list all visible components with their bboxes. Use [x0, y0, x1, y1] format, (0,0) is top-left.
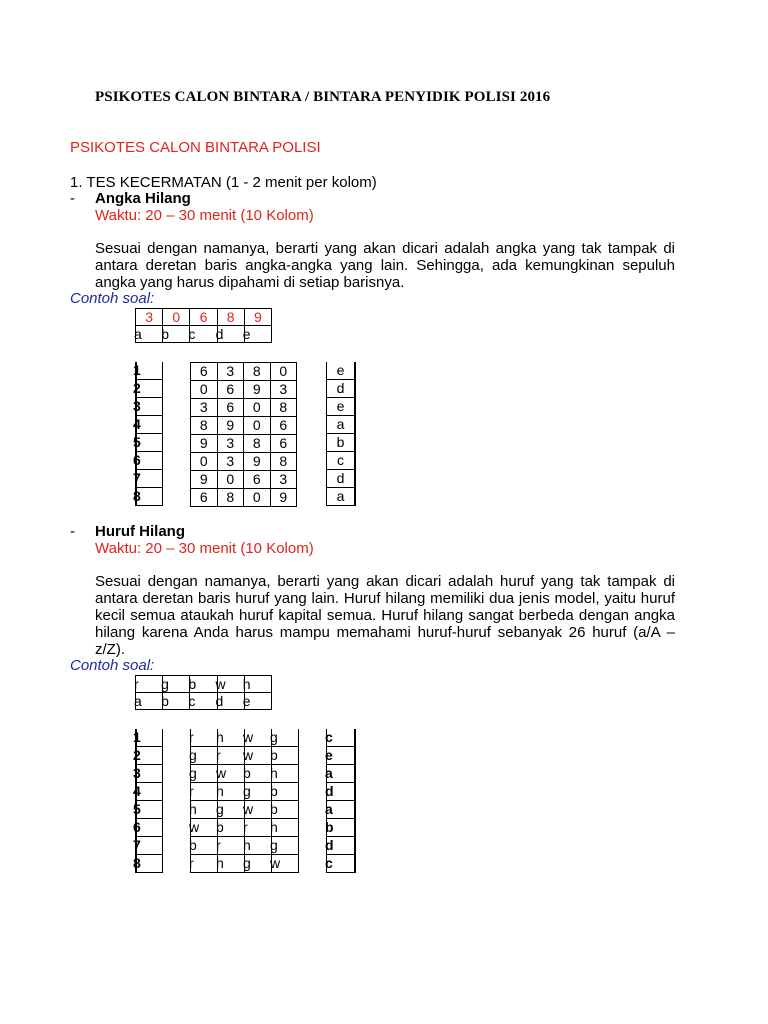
- angka-question-cell: 8: [244, 435, 271, 453]
- huruf-question-cell: g: [218, 801, 245, 818]
- angka-answer-cell: d: [327, 380, 354, 398]
- huruf-answer-cell: e: [327, 747, 354, 765]
- angka-answer-cell: e: [327, 398, 354, 416]
- angka-question-cell: 8: [217, 489, 244, 507]
- huruf-answer-cell: d: [327, 783, 354, 801]
- angka-time: Waktu: 20 – 30 menit (10 Kolom): [95, 207, 314, 224]
- huruf-question-cell: w: [191, 819, 218, 836]
- huruf-question-cell: h: [245, 837, 272, 854]
- angka-example-label: Contoh soal:: [70, 290, 155, 307]
- angka-row-number: 2: [137, 380, 162, 398]
- huruf-answer-cell: b: [327, 819, 354, 837]
- huruf-question-cell: w: [245, 729, 272, 746]
- huruf-key-bottom-cell: b: [163, 693, 190, 710]
- huruf-row-numbers: [135, 729, 163, 873]
- angka-answer-cell: c: [327, 452, 354, 470]
- huruf-row-number: 8: [137, 855, 162, 873]
- huruf-question-cell: g: [270, 729, 278, 745]
- huruf-question-cell: w: [270, 855, 281, 871]
- huruf-question-cell: w: [245, 747, 272, 764]
- huruf-question-row: [191, 837, 298, 855]
- angka-question-cell: 0: [191, 381, 218, 399]
- angka-question-cell: 0: [191, 453, 218, 471]
- angka-key-top-cell: 6: [190, 309, 217, 326]
- huruf-key-top-cell: w: [217, 676, 244, 693]
- huruf-row-number: 7: [137, 837, 162, 855]
- angka-question-cell: 9: [217, 417, 244, 435]
- angka-question-cell: 6: [191, 489, 218, 507]
- huruf-row-number: 1: [137, 729, 162, 747]
- angka-question-cell: 6: [270, 435, 297, 453]
- huruf-question-cell: g: [270, 837, 278, 853]
- huruf-key-bottom-cell: d: [217, 693, 244, 710]
- huruf-question-cell: h: [218, 783, 245, 800]
- huruf-key-top-cell: b: [190, 676, 217, 693]
- huruf-question-cell: b: [245, 765, 272, 782]
- huruf-answer-cell: d: [327, 837, 354, 855]
- section-title: PSIKOTES CALON BINTARA POLISI: [70, 139, 321, 156]
- angka-key-top-cell: 0: [163, 309, 190, 326]
- angka-answer-column: [326, 362, 356, 506]
- huruf-question-row: [191, 819, 298, 837]
- angka-answer-cell: b: [327, 434, 354, 452]
- angka-question-cell: 3: [217, 435, 244, 453]
- angka-question-cell: 9: [191, 471, 218, 489]
- huruf-question-cell: b: [270, 783, 278, 799]
- huruf-question-cell: g: [191, 765, 218, 782]
- huruf-row-number: 6: [137, 819, 162, 837]
- angka-question-table: [190, 362, 297, 507]
- angka-question-cell: 3: [217, 363, 244, 381]
- huruf-example-label: Contoh soal:: [70, 657, 155, 674]
- angka-question-row: [191, 453, 297, 471]
- angka-row-number: 5: [137, 434, 162, 452]
- angka-description: Sesuai dengan namanya, berarti yang akan dicari adalah angka yang tak tampak di antara deretan baris angka-angka yang lain. Sehingga, ada kemungkinan sepuluh angka yang harus dipahami di setiap barisnya.: [95, 240, 675, 291]
- angka-question-cell: 0: [244, 489, 271, 507]
- huruf-question-cell: b: [191, 837, 218, 854]
- angka-question-cell: 8: [244, 363, 271, 381]
- angka-key-bottom-cell: b: [163, 326, 190, 343]
- huruf-row-number: 2: [137, 747, 162, 765]
- angka-title: Angka Hilang: [95, 190, 191, 207]
- huruf-question-cell: h: [218, 855, 245, 872]
- angka-question-cell: 0: [270, 363, 297, 381]
- angka-question-cell: 6: [217, 381, 244, 399]
- huruf-question-cell: r: [218, 747, 245, 764]
- huruf-dash: -: [70, 523, 75, 540]
- angka-row-number: 3: [137, 398, 162, 416]
- huruf-answer-cell: a: [327, 765, 354, 783]
- angka-question-row: [191, 399, 297, 417]
- angka-key-bottom-cell: a: [136, 326, 163, 343]
- huruf-question-cell: h: [218, 729, 245, 746]
- angka-question-cell: 0: [244, 417, 271, 435]
- huruf-key-top-cell: g: [163, 676, 190, 693]
- huruf-question-table: [190, 729, 299, 873]
- angka-question-cell: 3: [191, 399, 218, 417]
- angka-question-cell: 3: [217, 453, 244, 471]
- angka-row-numbers: [135, 362, 163, 506]
- huruf-question-cell: h: [270, 819, 278, 835]
- angka-question-cell: 8: [270, 453, 297, 471]
- angka-key-top-cell: 9: [244, 309, 271, 326]
- huruf-answer-cell: c: [327, 729, 354, 747]
- angka-question-row: [191, 489, 297, 507]
- huruf-answer-cell: a: [327, 801, 354, 819]
- huruf-key-top-cell: h: [244, 676, 271, 693]
- angka-answer-cell: d: [327, 470, 354, 488]
- angka-question-row: [191, 417, 297, 435]
- angka-question-cell: 9: [270, 489, 297, 507]
- huruf-question-cell: b: [270, 801, 278, 817]
- angka-answer-cell: e: [327, 362, 354, 380]
- angka-question-cell: 6: [270, 417, 297, 435]
- huruf-question-row: [191, 783, 298, 801]
- huruf-answer-column: [326, 729, 356, 873]
- angka-question-cell: 6: [191, 363, 218, 381]
- angka-row-number: 8: [137, 488, 162, 506]
- angka-row-number: 1: [137, 362, 162, 380]
- angka-question-row: [191, 471, 297, 489]
- huruf-key-bottom-cell: a: [136, 693, 163, 710]
- huruf-question-cell: h: [270, 765, 278, 781]
- huruf-question-row: [191, 729, 298, 747]
- huruf-question-cell: w: [218, 765, 245, 782]
- huruf-key-bottom-cell: c: [190, 693, 217, 710]
- huruf-question-cell: b: [218, 819, 245, 836]
- huruf-question-row: [191, 855, 298, 873]
- angka-question-cell: 9: [244, 381, 271, 399]
- huruf-question-cell: r: [191, 729, 218, 746]
- huruf-question-cell: r: [218, 837, 245, 854]
- angka-dash: -: [70, 190, 75, 207]
- huruf-row-number: 3: [137, 765, 162, 783]
- angka-question-cell: 6: [217, 399, 244, 417]
- angka-question-cell: 6: [244, 471, 271, 489]
- angka-question-cell: 8: [191, 417, 218, 435]
- huruf-question-cell: g: [245, 855, 272, 872]
- huruf-title: Huruf Hilang: [95, 523, 185, 540]
- angka-key-top-cell: 3: [136, 309, 163, 326]
- angka-row-number: 7: [137, 470, 162, 488]
- huruf-time: Waktu: 20 – 30 menit (10 Kolom): [95, 540, 314, 557]
- angka-question-cell: 9: [244, 453, 271, 471]
- huruf-key-top-cell: r: [136, 676, 163, 693]
- angka-question-cell: 3: [270, 381, 297, 399]
- huruf-question-row: [191, 747, 298, 765]
- test1-heading: 1. TES KECERMATAN (1 - 2 menit per kolom): [70, 174, 377, 191]
- angka-key-bottom-cell: c: [190, 326, 217, 343]
- huruf-question-cell: r: [191, 855, 218, 872]
- huruf-answer-cell: c: [327, 855, 354, 873]
- document-title: PSIKOTES CALON BINTARA / BINTARA PENYIDIK POLISI 2016: [95, 89, 551, 105]
- angka-answer-cell: a: [327, 488, 354, 506]
- angka-question-cell: 9: [191, 435, 218, 453]
- angka-question-row: [191, 363, 297, 381]
- huruf-question-cell: h: [191, 801, 218, 818]
- huruf-row-number: 4: [137, 783, 162, 801]
- huruf-question-cell: r: [245, 819, 272, 836]
- huruf-question-cell: g: [245, 783, 272, 800]
- huruf-description: Sesuai dengan namanya, berarti yang akan dicari adalah huruf yang tak tampak di antara deretan baris huruf yang lain. Huruf hilang memiliki dua jenis model, yaitu huruf kecil semua ataukah huruf kapital semua. Huruf hilang sangat berbeda dengan angka hilang karena Anda harus mampu memahami huruf-huruf sebanyak 26 huruf (a/A – z/Z).: [95, 573, 675, 658]
- huruf-key-bottom-cell: e: [244, 693, 271, 710]
- angka-key-bottom-cell: e: [244, 326, 271, 343]
- angka-key-bottom-cell: d: [217, 326, 244, 343]
- huruf-key-table: [135, 675, 272, 710]
- huruf-question-cell: r: [191, 783, 218, 800]
- angka-key-top-cell: 8: [217, 309, 244, 326]
- angka-key-table: [135, 308, 272, 343]
- angka-answer-cell: a: [327, 416, 354, 434]
- angka-question-cell: 8: [270, 399, 297, 417]
- huruf-question-cell: g: [191, 747, 218, 764]
- huruf-row-number: 5: [137, 801, 162, 819]
- angka-row-number: 6: [137, 452, 162, 470]
- angka-question-row: [191, 381, 297, 399]
- angka-question-cell: 3: [270, 471, 297, 489]
- huruf-question-row: [191, 765, 298, 783]
- huruf-question-cell: w: [245, 801, 272, 818]
- angka-question-cell: 0: [244, 399, 271, 417]
- huruf-question-row: [191, 801, 298, 819]
- angka-question-row: [191, 435, 297, 453]
- huruf-question-cell: b: [270, 747, 278, 763]
- angka-question-cell: 0: [217, 471, 244, 489]
- angka-row-number: 4: [137, 416, 162, 434]
